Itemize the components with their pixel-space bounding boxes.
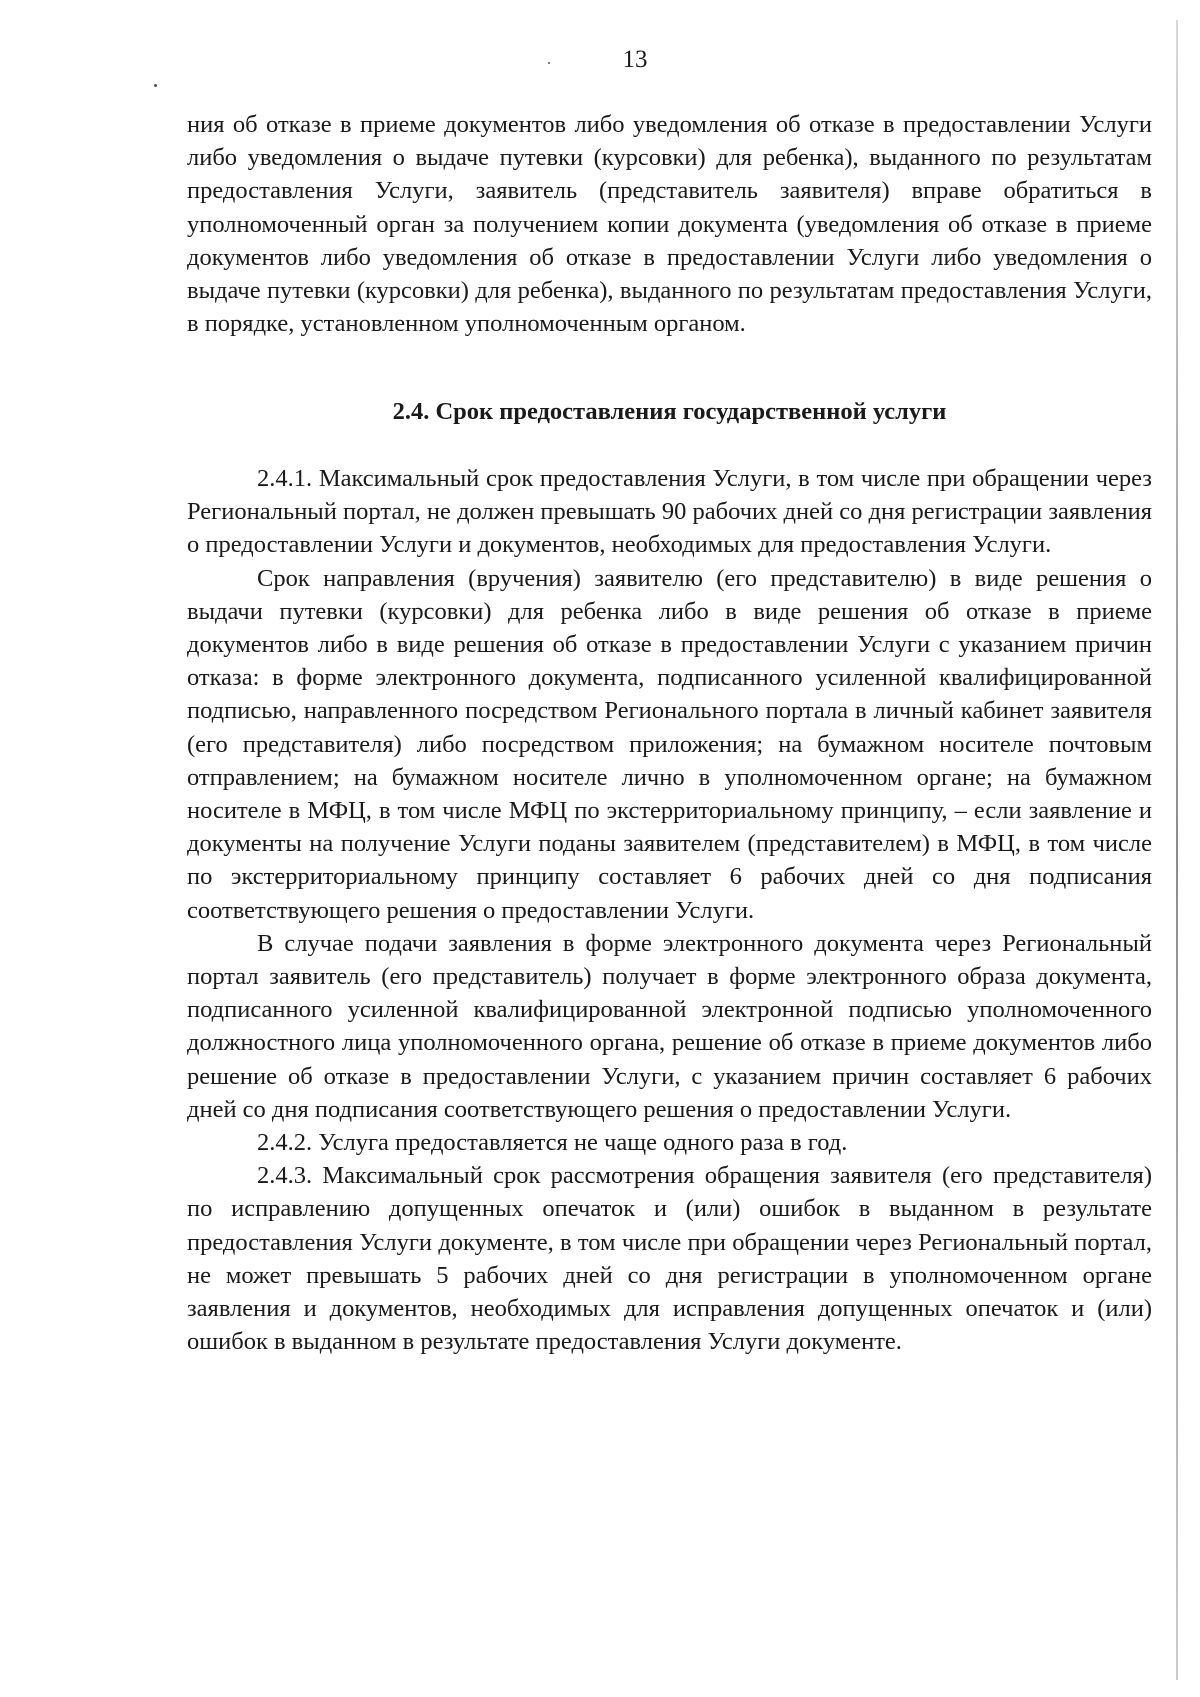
- section-body: [187, 462, 1152, 1358]
- paragraph-2-4-2: 2.4.2. Услуга предоставляется не чаще одного раза в год.: [257, 1129, 848, 1157]
- scan-edge-line: [1176, 20, 1178, 1680]
- section-heading: 2.4. Срок предоставления государственной услуги: [392, 398, 947, 425]
- continued-paragraph-block: [187, 108, 1152, 340]
- scan-speck: [548, 62, 550, 64]
- paragraph-delivery-term: Срок направления (вручения) заявителю (его представителю) в виде решения о выдачи путевки (курсовки) для ребенка либо в виде решения об отказе в приеме документов либо в виде решения об отказе в предоставлении Услуги с указанием причин отказа: в форме электронного документа, подписанного усиленной квалифицированной подписью, направленного посредством Регионального портала в личный кабинет заявителя (его представителя) либо посредством приложения; на бумажном носителе почтовым отправлением; на бумажном носителе лично в уполномоченном органе; на бумажном носителе в МФЦ, в том числе МФЦ по экстерриториальному принципу, – если заявление и документы на получение Услуги поданы заявителем (представителем) в МФЦ, в том числе по экстерриториальному принципу составляет 6 рабочих дней со дня подписания соответствующего решения о предоставлении Услуги.: [187, 564, 1152, 924]
- page-number: 13: [622, 46, 648, 73]
- continued-paragraph: ния об отказе в приеме документов либо уведомления об отказе в предоставлении Услуги либо уведомления о выдаче путевки (курсовки) для ребенка), выданного по результатам предоставления Услуги, заявитель (представитель заявителя) вправе обратиться в уполномоченный орган за получением копии документа (уведомления об отказе в приеме документов либо уведомления об отказе в предоставлении Услуги либо уведомления о выдаче путевки (курсовки) для ребенка), выданного по результатам предоставления Услуги, в порядке, установленном уполномоченным органом.: [187, 111, 1152, 338]
- paragraph-electronic-submission: В случае подачи заявления в форме электронного документа через Региональный портал заявитель (его представитель) получает в форме электронного образа документа, подписанного усиленной квалифицированной электронной подписью уполномоченного должностного лица уполномоченного органа, решение об отказе в приеме документов либо решение об отказе в предоставлении Услуги, с указанием причин составляет 6 рабочих дней со дня подписания соответствующего решения о предоставлении Услуги.: [187, 929, 1152, 1123]
- paragraph-2-4-3: 2.4.3. Максимальный срок рассмотрения обращения заявителя (его представителя) по исправлению допущенных опечаток и (или) ошибок в выданном в результате предоставления Услуги документе, в том числе при обращении через Региональный портал, не может превышать 5 рабочих дней со дня регистрации в уполномоченном органе заявления и документов, необходимых для исправления допущенных опечаток и (или) ошибок в выданном в результате предоставления Услуги документе.: [187, 1162, 1152, 1356]
- scan-speck: [154, 84, 157, 87]
- paragraph-2-4-1: 2.4.1. Максимальный срок предоставления Услуги, в том числе при обращении через Региональный портал, не должен превышать 90 рабочих дней со дня регистрации заявления о предоставлении Услуги и документов, необходимых для предоставления Услуги.: [187, 465, 1152, 559]
